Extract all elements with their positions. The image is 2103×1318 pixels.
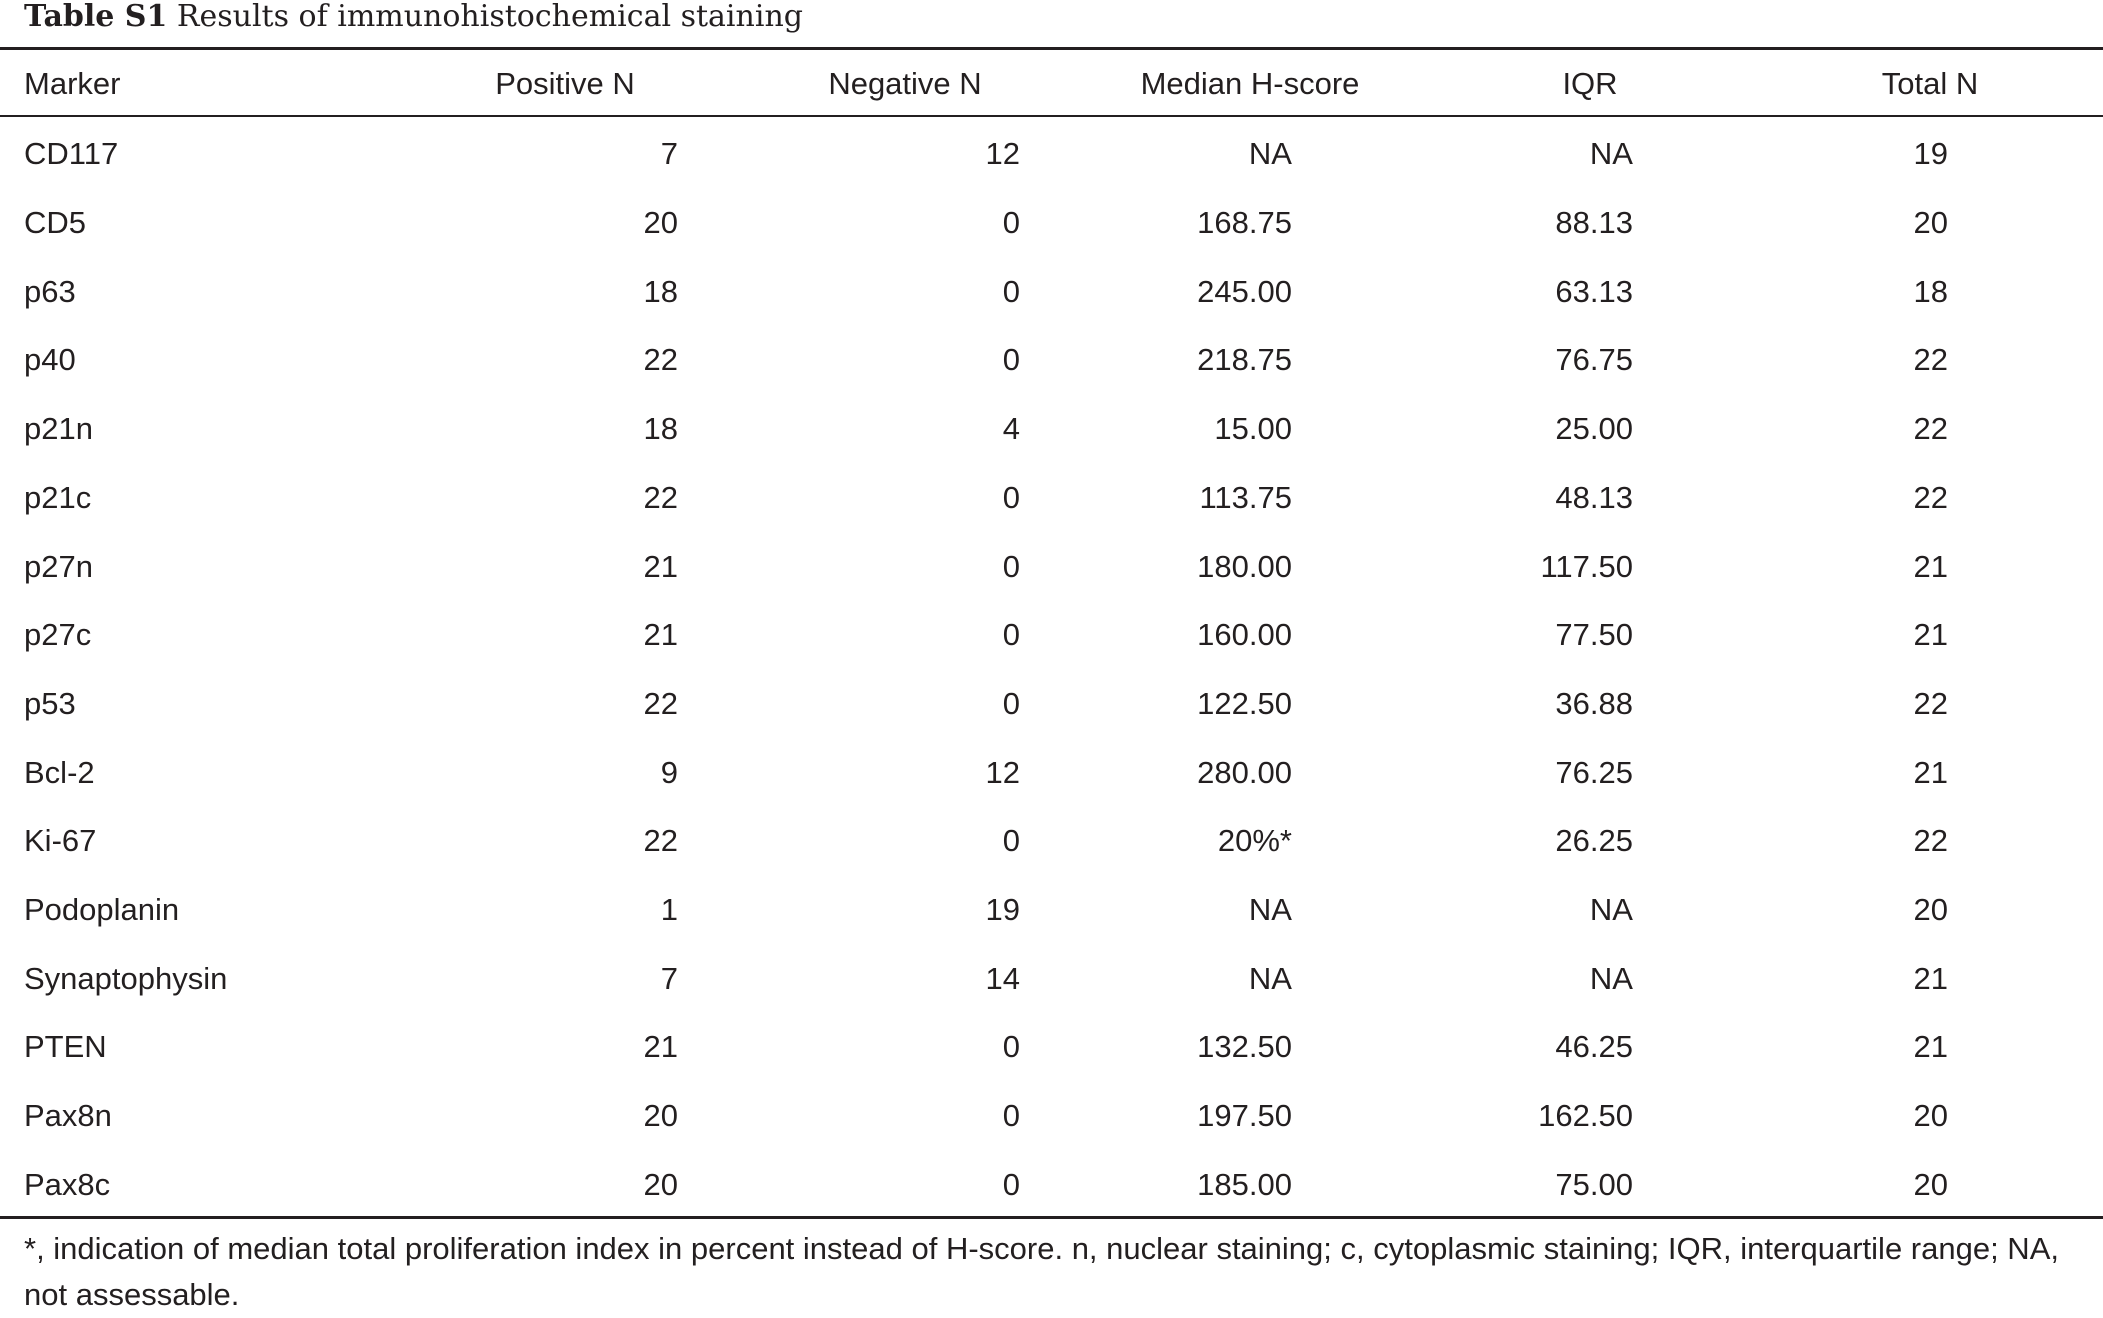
- cell-total-n: 22: [1913, 823, 1948, 859]
- cell-marker: p27c: [24, 617, 92, 653]
- cell-iqr: NA: [1589, 960, 1633, 996]
- cell-negative-n: 14: [985, 960, 1020, 996]
- table-row: [0, 1151, 2103, 1220]
- cell-negative-n: 0: [1002, 548, 1020, 584]
- cell-median-h-score: 218.75: [1197, 342, 1292, 378]
- table-title: Results of immunohistochemical staining: [176, 0, 803, 34]
- cell-negative-n: 12: [985, 754, 1020, 790]
- cell-marker: p63: [24, 273, 76, 309]
- cell-marker: Ki-67: [24, 823, 97, 859]
- header-marker: Marker: [24, 66, 121, 102]
- table-row: [0, 738, 2103, 807]
- cell-iqr: 75.00: [1555, 1166, 1633, 1202]
- cell-positive-n: 21: [643, 1029, 678, 1065]
- cell-marker: CD5: [24, 205, 87, 241]
- cell-positive-n: 21: [643, 617, 678, 653]
- cell-positive-n: 20: [643, 1166, 678, 1202]
- table-label: Table S1: [24, 0, 168, 34]
- cell-median-h-score: NA: [1248, 136, 1292, 172]
- table-row: [0, 601, 2103, 670]
- cell-marker: p21n: [24, 411, 93, 447]
- cell-iqr: 117.50: [1540, 548, 1633, 584]
- cell-negative-n: 19: [985, 892, 1020, 928]
- cell-marker: p27n: [24, 548, 93, 584]
- cell-median-h-score: 180.00: [1197, 548, 1292, 584]
- cell-negative-n: 0: [1002, 273, 1020, 309]
- cell-positive-n: 20: [643, 205, 678, 241]
- cell-median-h-score: 245.00: [1197, 273, 1292, 309]
- table-row: [0, 257, 2103, 326]
- cell-negative-n: 0: [1002, 479, 1020, 515]
- cell-total-n: 22: [1913, 342, 1948, 378]
- table-row: [0, 1082, 2103, 1151]
- cell-iqr: 63.13: [1555, 273, 1633, 309]
- table-row: [0, 670, 2103, 739]
- cell-median-h-score: 280.00: [1197, 754, 1292, 790]
- cell-marker: Synaptophysin: [24, 960, 228, 996]
- cell-median-h-score: 160.00: [1197, 617, 1292, 653]
- table-row: [0, 120, 2103, 189]
- cell-marker: Podoplanin: [24, 892, 180, 928]
- cell-marker: PTEN: [24, 1029, 107, 1065]
- cell-positive-n: 9: [660, 754, 678, 790]
- cell-median-h-score: 122.50: [1197, 685, 1292, 721]
- cell-iqr: NA: [1589, 892, 1633, 928]
- cell-median-h-score: 20%*: [1217, 823, 1292, 859]
- cell-iqr: 76.25: [1555, 754, 1633, 790]
- cell-iqr: 162.50: [1538, 1098, 1633, 1134]
- table-row: [0, 395, 2103, 464]
- cell-marker: p53: [24, 685, 76, 721]
- cell-negative-n: 12: [985, 136, 1020, 172]
- cell-iqr: 48.13: [1555, 479, 1633, 515]
- cell-marker: p40: [24, 342, 76, 378]
- cell-median-h-score: 197.50: [1197, 1098, 1292, 1134]
- cell-iqr: 46.25: [1555, 1029, 1633, 1065]
- table-row: [0, 189, 2103, 258]
- cell-negative-n: 4: [1002, 411, 1020, 447]
- cell-total-n: 22: [1913, 411, 1948, 447]
- table-header-row: [0, 50, 2103, 119]
- header-iqr: IQR: [1562, 66, 1618, 102]
- cell-total-n: 19: [1913, 136, 1948, 172]
- cell-iqr: 77.50: [1555, 617, 1633, 653]
- cell-total-n: 20: [1913, 1098, 1948, 1134]
- cell-total-n: 22: [1913, 479, 1948, 515]
- header-negative-n: Negative N: [828, 66, 982, 102]
- table-row: [0, 944, 2103, 1013]
- cell-total-n: 21: [1913, 754, 1948, 790]
- cell-negative-n: 0: [1002, 205, 1020, 241]
- cell-median-h-score: 168.75: [1197, 205, 1292, 241]
- cell-median-h-score: NA: [1248, 892, 1292, 928]
- cell-iqr: NA: [1589, 136, 1633, 172]
- cell-negative-n: 0: [1002, 685, 1020, 721]
- table-row: [0, 464, 2103, 533]
- cell-total-n: 22: [1913, 685, 1948, 721]
- cell-positive-n: 7: [660, 136, 678, 172]
- cell-negative-n: 0: [1002, 1029, 1020, 1065]
- cell-marker: Pax8c: [24, 1166, 111, 1202]
- table-row: [0, 876, 2103, 945]
- table-row: [0, 532, 2103, 601]
- cell-positive-n: 18: [643, 273, 678, 309]
- cell-marker: Bcl-2: [24, 754, 95, 790]
- table-row: [0, 807, 2103, 876]
- cell-median-h-score: NA: [1248, 960, 1292, 996]
- cell-positive-n: 18: [643, 411, 678, 447]
- cell-total-n: 21: [1913, 960, 1948, 996]
- cell-negative-n: 0: [1002, 342, 1020, 378]
- cell-total-n: 20: [1913, 205, 1948, 241]
- table-row: [0, 326, 2103, 395]
- cell-total-n: 21: [1913, 1029, 1948, 1065]
- table-row: [0, 1013, 2103, 1082]
- cell-total-n: 20: [1913, 892, 1948, 928]
- cell-negative-n: 0: [1002, 1166, 1020, 1202]
- cell-positive-n: 7: [660, 960, 678, 996]
- cell-total-n: 21: [1913, 617, 1948, 653]
- cell-negative-n: 0: [1002, 617, 1020, 653]
- cell-positive-n: 1: [660, 892, 678, 928]
- cell-iqr: 26.25: [1555, 823, 1633, 859]
- header-median-h-score: Median H-score: [1140, 66, 1360, 102]
- cell-marker: CD117: [24, 136, 119, 172]
- cell-positive-n: 22: [643, 685, 678, 721]
- cell-negative-n: 0: [1002, 1098, 1020, 1134]
- cell-iqr: 36.88: [1555, 685, 1633, 721]
- cell-iqr: 88.13: [1555, 205, 1633, 241]
- cell-iqr: 76.75: [1555, 342, 1633, 378]
- cell-median-h-score: 132.50: [1197, 1029, 1292, 1065]
- cell-positive-n: 22: [643, 479, 678, 515]
- cell-total-n: 20: [1913, 1166, 1948, 1202]
- table-footnote: *, indication of median total proliferation index in percent instead of H-score. n, nuclear staining; c, cytoplasmic staining; IQR, interquartile range; NA, not assessable.: [24, 1231, 2059, 1312]
- cell-positive-n: 22: [643, 823, 678, 859]
- cell-marker: p21c: [24, 479, 92, 515]
- cell-total-n: 21: [1913, 548, 1948, 584]
- cell-positive-n: 21: [643, 548, 678, 584]
- table-caption: [24, 0, 803, 34]
- cell-positive-n: 22: [643, 342, 678, 378]
- cell-marker: Pax8n: [24, 1098, 112, 1134]
- cell-positive-n: 20: [643, 1098, 678, 1134]
- cell-total-n: 18: [1913, 273, 1948, 309]
- cell-median-h-score: 185.00: [1197, 1166, 1292, 1202]
- cell-iqr: 25.00: [1555, 411, 1633, 447]
- cell-negative-n: 0: [1002, 823, 1020, 859]
- cell-median-h-score: 15.00: [1214, 411, 1292, 447]
- header-total-n: Total N: [1881, 66, 1979, 102]
- cell-median-h-score: 113.75: [1199, 479, 1292, 515]
- header-positive-n: Positive N: [495, 66, 635, 102]
